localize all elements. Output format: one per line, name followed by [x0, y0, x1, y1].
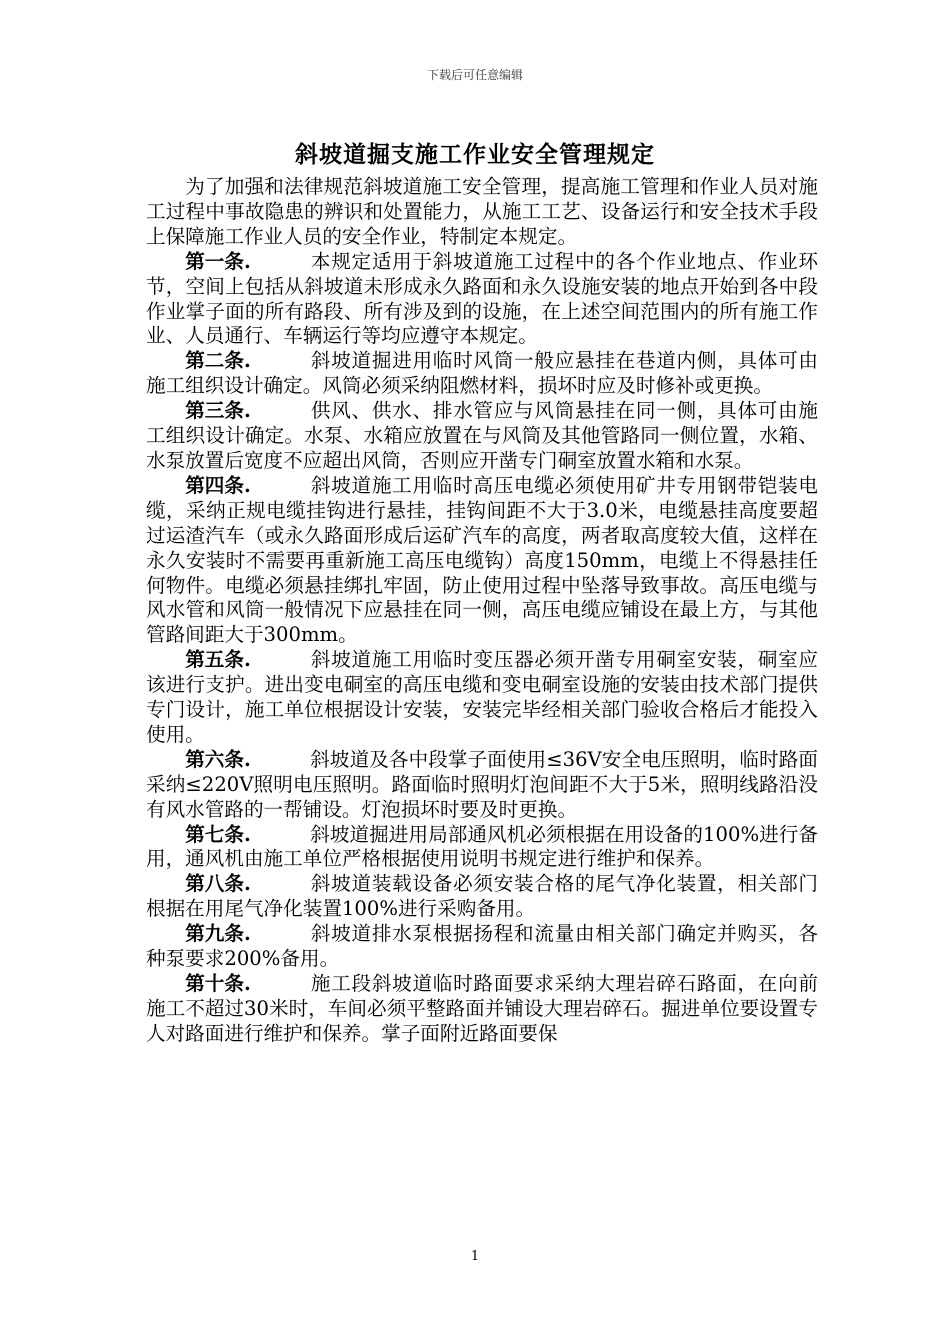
article-7	[146, 823, 818, 873]
article-5	[146, 648, 818, 748]
article-number: 第六条.	[185, 747, 251, 771]
document-title: 斜坡道掘支施工作业安全管理规定	[295, 141, 655, 168]
article-text: 斜坡道施工用临时变压器必须开凿专用硐室安装，硐室应该进行支护。进出变电硐室的高压电缆和变电硐室设施的安装由技术部门提供专门设计，施工单位根据设计安装，安装完毕经相关部门验收合格后才能投入使用。	[146, 648, 818, 746]
article-1	[146, 250, 818, 350]
article-2	[146, 349, 818, 399]
page-number: 1	[470, 1249, 480, 1264]
article-4	[146, 474, 818, 648]
document-body	[146, 175, 818, 1047]
article-6	[146, 748, 818, 823]
article-text: 施工段斜坡道临时路面要求采纳大理岩碎石路面，在向前施工不超过30米时，车间必须平整路面并铺设大理岩碎石。掘进单位要设置专人对路面进行维护和保养。掌子面附近路面要保	[146, 972, 818, 1045]
article-number: 第一条.	[185, 249, 251, 273]
article-text: 斜坡道掘进用局部通风机必须根据在用设备的100%进行备用，通风机由施工单位严格根据使用说明书规定进行维护和保养。	[146, 822, 818, 871]
article-number: 第八条.	[185, 872, 251, 896]
article-text: 斜坡道装载设备必须安装合格的尾气净化装置，相关部门根据在用尾气净化装置100%进行采购备用。	[146, 872, 818, 921]
article-number: 第九条.	[185, 922, 251, 946]
page-header: 下载后可任意编辑	[426, 68, 523, 82]
article-text: 本规定适用于斜坡道施工过程中的各个作业地点、作业环节，空间上包括从斜坡道未形成永久路面和永久设施安装的地点开始到各中段作业掌子面的所有路段、所有涉及到的设施，在上述空间范围内的所有施工作业、人员通行、车辆运行等均应遵守本规定。	[146, 249, 818, 348]
article-number: 第四条.	[185, 473, 251, 497]
article-text: 斜坡道排水泵根据扬程和流量由相关部门确定并购买，各种泵要求200%备用。	[146, 922, 818, 971]
article-number: 第七条.	[185, 822, 251, 846]
article-3	[146, 399, 818, 474]
article-number: 第五条.	[185, 648, 251, 672]
article-number: 第十条.	[185, 972, 251, 995]
article-text: 供风、供水、排水管应与风筒悬挂在同一侧，具体可由施工组织设计确定。水泵、水箱应放置在与风筒及其他管路同一侧位置，水箱、水泵放置后宽度不应超出风筒，否则应开凿专门硐室放置水箱和水泵。	[146, 399, 818, 472]
article-text: 斜坡道及各中段掌子面使用≤36V安全电压照明，临时路面采纳≤220V照明电压照明。路面临时照明灯泡间距不大于5米，照明线路沿没有风水管路的一帮铺设。灯泡损坏时要及时更换。	[146, 747, 818, 821]
article-number: 第二条.	[185, 349, 251, 373]
article-text: 斜坡道掘进用临时风筒一般应悬挂在巷道内侧，具体可由施工组织设计确定。风筒必须采纳阻燃材料，损坏时应及时修补或更换。	[146, 349, 818, 398]
article-8	[146, 872, 818, 922]
article-9	[146, 922, 818, 972]
intro-paragraph: 为了加强和法律规范斜坡道施工安全管理，提高施工管理和作业人员对施工过程中事故隐患的辨识和处置能力，从施工工艺、设备运行和安全技术手段上保障施工作业人员的安全作业，特制定本规定。	[146, 175, 818, 248]
article-text: 斜坡道施工用临时高压电缆必须使用矿井专用钢带铠装电缆，采纳正规电缆挂钩进行悬挂，挂钩间距不大于3.0米，电缆悬挂高度要超过运渣汽车（或永久路面形成后运矿汽车的高度，两者取高度较大值，这样在永久安装时不需要再重新施工高压电缆钩）高度150mm，电缆上不得悬挂任何物件。电缆必须悬挂绑扎牢固，防止使用过程中坠落导致事故。高压电缆与风水管和风筒一般情况下应悬挂在同一侧，高压电缆应铺设在最上方，与其他管路间距大于300mm。	[146, 473, 818, 647]
article-10	[146, 972, 818, 1047]
article-number: 第三条.	[185, 399, 251, 423]
